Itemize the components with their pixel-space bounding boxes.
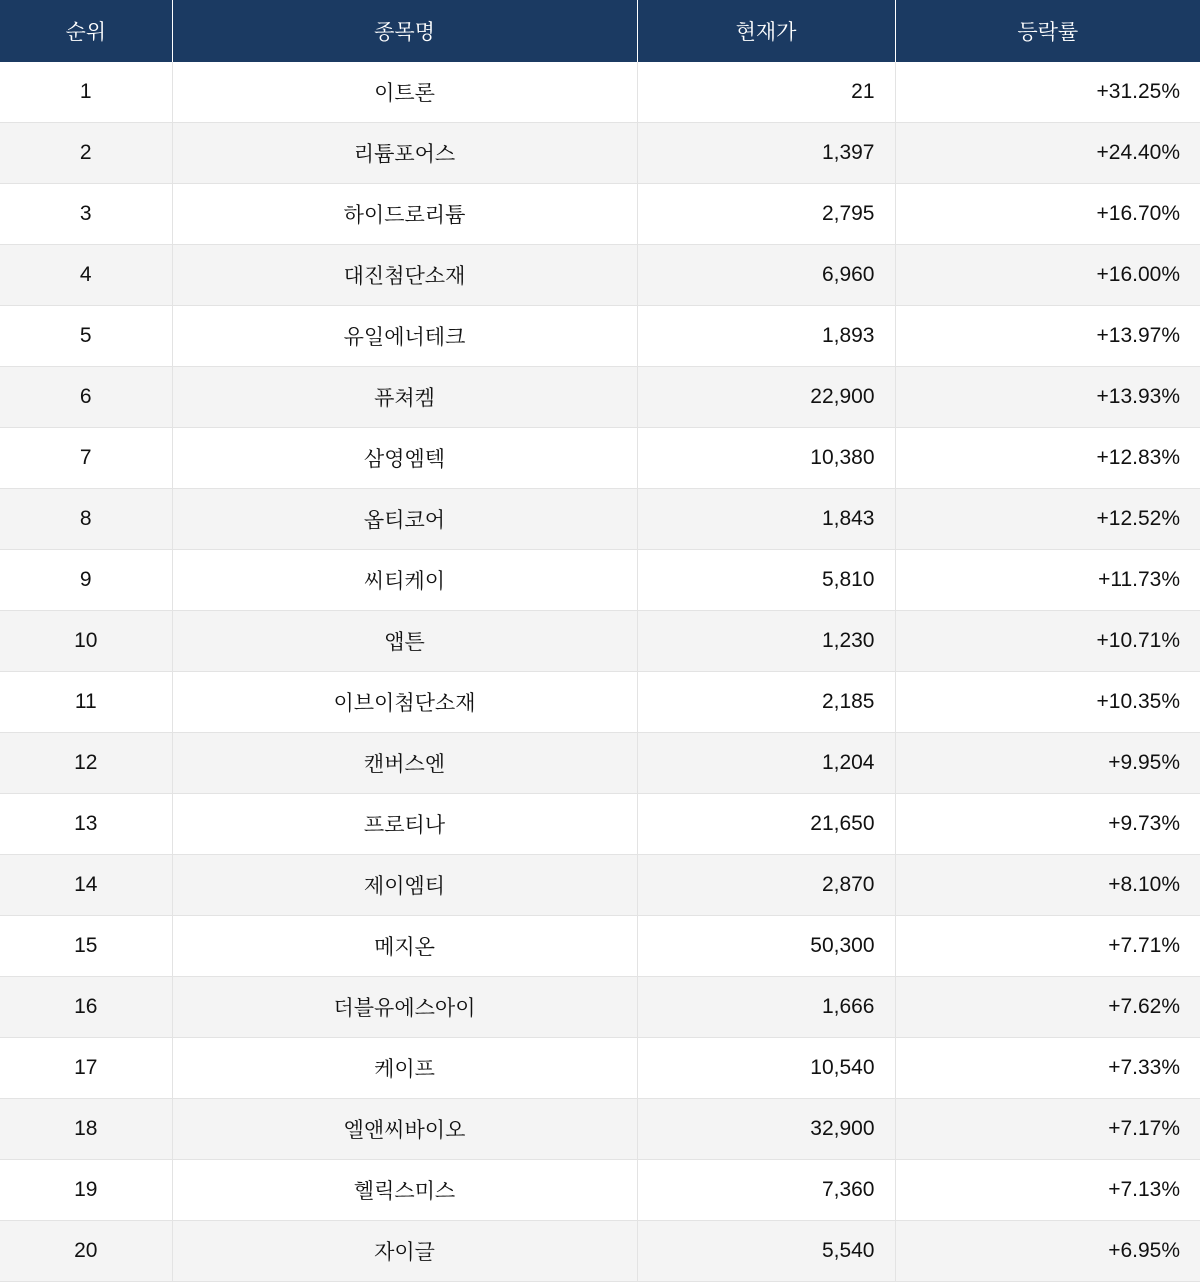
table-row[interactable] — [0, 123, 1200, 184]
column-header-price: 현재가 — [637, 0, 895, 62]
cell-rank: 2 — [0, 123, 172, 184]
cell-price: 21 — [637, 62, 895, 123]
table-row[interactable] — [0, 916, 1200, 977]
cell-change: +10.35% — [895, 672, 1200, 733]
cell-price: 5,540 — [637, 1221, 895, 1282]
cell-name: 자이글 — [172, 1221, 637, 1282]
cell-change: +6.95% — [895, 1221, 1200, 1282]
cell-rank: 7 — [0, 428, 172, 489]
table-row[interactable] — [0, 62, 1200, 123]
cell-name: 케이프 — [172, 1038, 637, 1099]
cell-price: 1,204 — [637, 733, 895, 794]
cell-change: +7.13% — [895, 1160, 1200, 1221]
cell-price: 5,810 — [637, 550, 895, 611]
cell-rank: 10 — [0, 611, 172, 672]
cell-rank: 20 — [0, 1221, 172, 1282]
cell-price: 7,360 — [637, 1160, 895, 1221]
cell-name: 씨티케이 — [172, 550, 637, 611]
cell-change: +13.93% — [895, 367, 1200, 428]
table-header-row — [0, 0, 1200, 62]
table-row[interactable] — [0, 794, 1200, 855]
cell-name: 삼영엠텍 — [172, 428, 637, 489]
cell-rank: 3 — [0, 184, 172, 245]
cell-change: +12.83% — [895, 428, 1200, 489]
cell-change: +9.73% — [895, 794, 1200, 855]
cell-change: +16.00% — [895, 245, 1200, 306]
table-row[interactable] — [0, 733, 1200, 794]
cell-change: +12.52% — [895, 489, 1200, 550]
cell-name: 앱튼 — [172, 611, 637, 672]
cell-name: 캔버스엔 — [172, 733, 637, 794]
table-row[interactable] — [0, 550, 1200, 611]
cell-name: 엘앤씨바이오 — [172, 1099, 637, 1160]
table-row[interactable] — [0, 1160, 1200, 1221]
cell-name: 대진첨단소재 — [172, 245, 637, 306]
cell-price: 10,540 — [637, 1038, 895, 1099]
cell-change: +11.73% — [895, 550, 1200, 611]
cell-price: 2,795 — [637, 184, 895, 245]
cell-change: +7.33% — [895, 1038, 1200, 1099]
table-row[interactable] — [0, 306, 1200, 367]
cell-change: +10.71% — [895, 611, 1200, 672]
table-row[interactable] — [0, 1038, 1200, 1099]
cell-name: 하이드로리튬 — [172, 184, 637, 245]
cell-change: +7.71% — [895, 916, 1200, 977]
column-header-rank: 순위 — [0, 0, 172, 62]
table-header — [0, 0, 1200, 62]
cell-rank: 18 — [0, 1099, 172, 1160]
cell-rank: 14 — [0, 855, 172, 916]
cell-name: 퓨쳐켐 — [172, 367, 637, 428]
table-body — [0, 62, 1200, 1282]
cell-price: 1,666 — [637, 977, 895, 1038]
cell-change: +24.40% — [895, 123, 1200, 184]
cell-price: 2,870 — [637, 855, 895, 916]
table-row[interactable] — [0, 184, 1200, 245]
table-row[interactable] — [0, 367, 1200, 428]
cell-name: 유일에너테크 — [172, 306, 637, 367]
cell-change: +31.25% — [895, 62, 1200, 123]
cell-price: 6,960 — [637, 245, 895, 306]
cell-rank: 12 — [0, 733, 172, 794]
cell-price: 1,230 — [637, 611, 895, 672]
cell-price: 32,900 — [637, 1099, 895, 1160]
cell-name: 이트론 — [172, 62, 637, 123]
table-row[interactable] — [0, 977, 1200, 1038]
cell-rank: 13 — [0, 794, 172, 855]
cell-price: 1,893 — [637, 306, 895, 367]
cell-change: +9.95% — [895, 733, 1200, 794]
cell-rank: 11 — [0, 672, 172, 733]
cell-name: 옵티코어 — [172, 489, 637, 550]
cell-price: 1,397 — [637, 123, 895, 184]
cell-rank: 6 — [0, 367, 172, 428]
cell-rank: 16 — [0, 977, 172, 1038]
table-row[interactable] — [0, 611, 1200, 672]
cell-rank: 17 — [0, 1038, 172, 1099]
cell-name: 프로티나 — [172, 794, 637, 855]
cell-price: 1,843 — [637, 489, 895, 550]
cell-name: 헬릭스미스 — [172, 1160, 637, 1221]
table-row[interactable] — [0, 245, 1200, 306]
cell-name: 메지온 — [172, 916, 637, 977]
cell-rank: 4 — [0, 245, 172, 306]
cell-change: +13.97% — [895, 306, 1200, 367]
cell-rank: 15 — [0, 916, 172, 977]
cell-change: +16.70% — [895, 184, 1200, 245]
cell-change: +8.10% — [895, 855, 1200, 916]
cell-rank: 8 — [0, 489, 172, 550]
cell-rank: 19 — [0, 1160, 172, 1221]
column-header-change: 등락률 — [895, 0, 1200, 62]
cell-rank: 1 — [0, 62, 172, 123]
cell-price: 50,300 — [637, 916, 895, 977]
cell-price: 10,380 — [637, 428, 895, 489]
cell-price: 2,185 — [637, 672, 895, 733]
cell-change: +7.17% — [895, 1099, 1200, 1160]
cell-name: 제이엠티 — [172, 855, 637, 916]
table-row[interactable] — [0, 672, 1200, 733]
column-header-name: 종목명 — [172, 0, 637, 62]
cell-change: +7.62% — [895, 977, 1200, 1038]
table-row[interactable] — [0, 428, 1200, 489]
table-row[interactable] — [0, 1221, 1200, 1282]
cell-rank: 5 — [0, 306, 172, 367]
table-row[interactable] — [0, 855, 1200, 916]
cell-price: 21,650 — [637, 794, 895, 855]
cell-rank: 9 — [0, 550, 172, 611]
table-row[interactable] — [0, 1099, 1200, 1160]
cell-price: 22,900 — [637, 367, 895, 428]
table-row[interactable] — [0, 489, 1200, 550]
cell-name: 리튬포어스 — [172, 123, 637, 184]
cell-name: 이브이첨단소재 — [172, 672, 637, 733]
cell-name: 더블유에스아이 — [172, 977, 637, 1038]
